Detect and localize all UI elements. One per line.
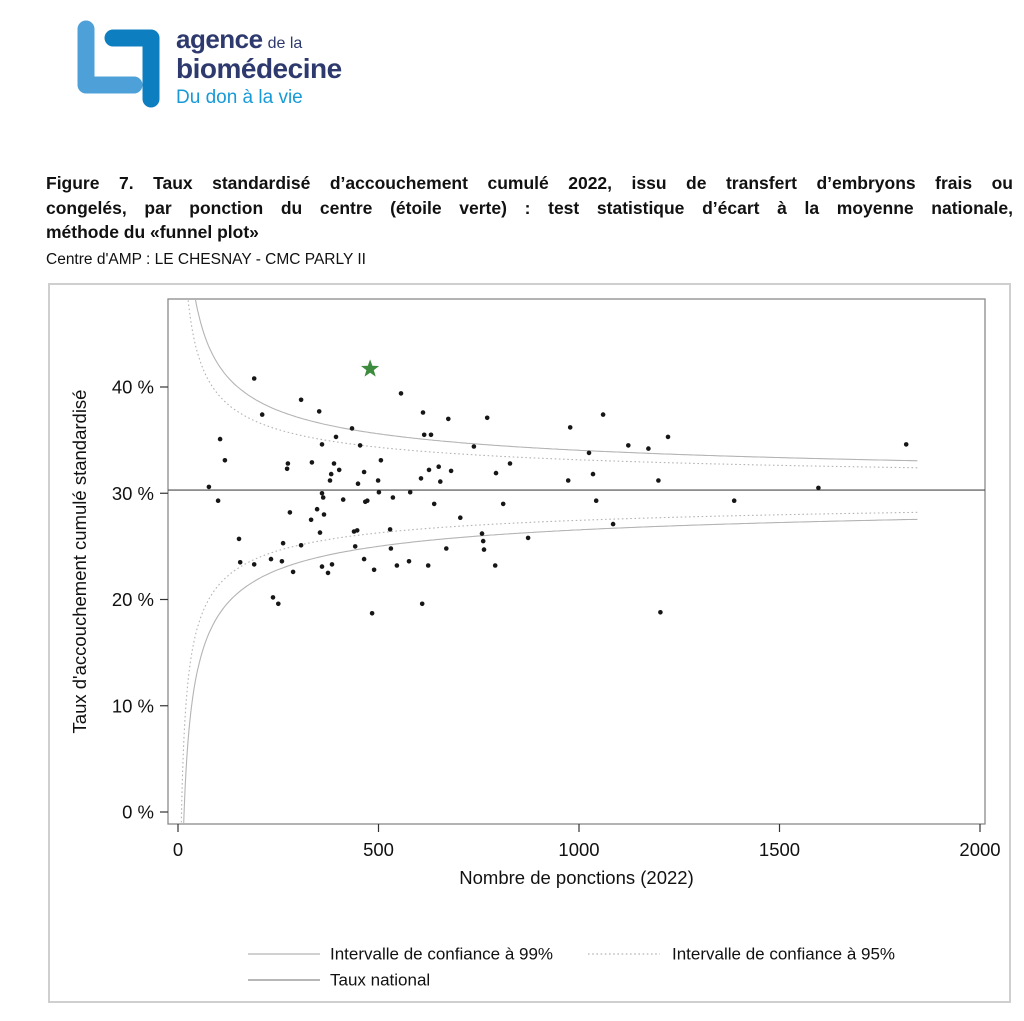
scatter-point bbox=[493, 563, 498, 568]
biomedecine-logo-icon bbox=[70, 14, 170, 110]
scatter-point bbox=[626, 443, 631, 448]
scatter-point bbox=[666, 435, 671, 440]
scatter-point bbox=[422, 433, 427, 438]
highlight-center-star bbox=[361, 359, 379, 376]
plot-frame bbox=[168, 299, 985, 824]
x-tick-label: 2000 bbox=[959, 839, 1001, 860]
scatter-point bbox=[358, 443, 363, 448]
scatter-point bbox=[350, 426, 355, 431]
upper-99-curve bbox=[179, 283, 918, 461]
scatter-point bbox=[449, 469, 454, 474]
scatter-point bbox=[260, 412, 265, 417]
scatter-point bbox=[317, 409, 322, 414]
scatter-point bbox=[341, 497, 346, 502]
scatter-point bbox=[501, 502, 506, 507]
scatter-point bbox=[288, 510, 293, 515]
upper-95-curve bbox=[179, 283, 918, 468]
scatter-point bbox=[395, 563, 400, 568]
scatter-point bbox=[309, 518, 314, 523]
agency-logo bbox=[70, 14, 400, 110]
scatter-point bbox=[320, 442, 325, 447]
scatter-point bbox=[444, 546, 449, 551]
scatter-point bbox=[377, 490, 382, 495]
scatter-point bbox=[315, 507, 320, 512]
scatter-point bbox=[508, 461, 513, 466]
scatter-point bbox=[480, 531, 485, 536]
scatter-point bbox=[337, 468, 342, 473]
brand-word-de-la: de la bbox=[267, 35, 303, 52]
lower-99-curve bbox=[179, 519, 918, 1003]
scatter-point bbox=[646, 446, 651, 451]
scatter-point bbox=[427, 468, 432, 473]
scatter-point bbox=[372, 568, 377, 573]
scatter-point bbox=[399, 391, 404, 396]
scatter-point bbox=[362, 470, 367, 475]
scatter-point bbox=[391, 495, 396, 500]
scatter-point bbox=[276, 602, 281, 607]
x-tick-label: 1000 bbox=[558, 839, 600, 860]
y-tick-label: 10 % bbox=[111, 695, 154, 717]
scatter-point bbox=[370, 611, 375, 616]
scatter-point bbox=[238, 560, 243, 565]
scatter-point bbox=[482, 547, 487, 552]
x-tick-label: 0 bbox=[172, 839, 184, 860]
x-tick-label: 1500 bbox=[758, 839, 801, 860]
scatter-point bbox=[420, 602, 425, 607]
figure-title-line-1: Figure 7. Taux standardisé d’accouchement cumulé 2022, issu de transfert d’embryons frais ou bbox=[46, 173, 1013, 193]
scatter-point bbox=[485, 416, 490, 421]
scatter-point bbox=[334, 435, 339, 440]
scatter-point bbox=[310, 460, 315, 465]
funnel-plot-chart bbox=[48, 283, 1011, 1003]
y-tick-label: 20 % bbox=[111, 589, 154, 610]
scatter-point bbox=[446, 417, 451, 422]
scatter-point bbox=[407, 559, 412, 564]
scatter-point bbox=[353, 544, 358, 549]
scatter-point bbox=[286, 461, 291, 466]
scatter-point bbox=[904, 442, 909, 447]
scatter-point bbox=[591, 472, 596, 477]
scatter-point bbox=[568, 425, 573, 430]
scatter-point bbox=[237, 537, 242, 542]
scatter-point bbox=[732, 498, 737, 503]
scatter-point bbox=[436, 464, 441, 469]
x-axis-label: Nombre de ponctions (2022) bbox=[459, 867, 694, 888]
lower-95-curve bbox=[179, 512, 918, 1003]
y-axis-label: Taux d'accouchement cumulé standardisé bbox=[69, 389, 90, 734]
scatter-point bbox=[458, 515, 463, 520]
scatter-point bbox=[356, 481, 361, 486]
logo-text bbox=[176, 26, 342, 107]
figure-box bbox=[48, 283, 1011, 1003]
scatter-point bbox=[656, 478, 661, 483]
scatter-point bbox=[271, 595, 276, 600]
scatter-point bbox=[285, 467, 290, 472]
legend-label: Taux national bbox=[330, 970, 431, 990]
legend-label: Intervalle de confiance à 99% bbox=[330, 944, 554, 964]
scatter-point bbox=[320, 491, 325, 496]
scatter-point bbox=[223, 458, 228, 463]
scatter-point bbox=[218, 437, 223, 442]
scatter-point bbox=[587, 451, 592, 456]
scatter-point bbox=[379, 458, 384, 463]
scatter-point bbox=[376, 478, 381, 483]
scatter-point bbox=[281, 541, 286, 546]
scatter-point bbox=[481, 539, 486, 544]
scatter-point bbox=[299, 543, 304, 548]
scatter-point bbox=[318, 530, 323, 535]
scatter-point bbox=[216, 498, 221, 503]
scatter-point bbox=[816, 486, 821, 491]
scatter-point bbox=[472, 444, 477, 449]
scatter-point bbox=[328, 478, 333, 483]
scatter-point bbox=[332, 461, 337, 466]
scatter-point bbox=[594, 498, 599, 503]
scatter-point bbox=[269, 557, 274, 562]
scatter-point bbox=[326, 571, 331, 576]
y-tick-label: 40 % bbox=[111, 376, 154, 398]
scatter-point bbox=[429, 433, 434, 438]
scatter-point bbox=[611, 522, 616, 527]
y-tick-label: 30 % bbox=[111, 482, 154, 504]
scatter-point bbox=[362, 557, 367, 562]
scatter-point bbox=[426, 563, 431, 568]
scatter-point bbox=[329, 472, 334, 477]
scatter-point bbox=[494, 471, 499, 476]
figure-title-line-3: méthode du «funnel plot» bbox=[46, 222, 259, 243]
scatter-point bbox=[658, 610, 663, 615]
legend-label: Intervalle de confiance à 95% bbox=[672, 944, 896, 964]
scatter-point bbox=[438, 479, 443, 484]
scatter-point bbox=[322, 512, 327, 517]
scatter-point bbox=[421, 410, 426, 415]
figure-title-block bbox=[46, 171, 1013, 269]
figure-title-line-2: congelés, par ponction du centre (étoile verte) : test statistique d’écart à la moyenne nationale, bbox=[46, 197, 1013, 218]
scatter-point bbox=[365, 498, 370, 503]
scatter-point bbox=[280, 559, 285, 564]
scatter-point bbox=[432, 502, 437, 507]
scatter-point bbox=[601, 412, 606, 417]
scatter-point bbox=[321, 495, 326, 500]
scatter-point bbox=[291, 570, 296, 575]
scatter-point bbox=[252, 376, 257, 381]
scatter-point bbox=[419, 476, 424, 481]
x-tick-label: 500 bbox=[363, 839, 394, 860]
scatter-point bbox=[355, 528, 360, 533]
center-name-subtitle: Centre d'AMP : LE CHESNAY - CMC PARLY II bbox=[46, 250, 366, 268]
y-tick-label: 0 % bbox=[122, 801, 154, 823]
scatter-point bbox=[299, 398, 304, 403]
brand-word-agence: agence bbox=[176, 24, 263, 54]
scatter-point bbox=[252, 562, 257, 567]
scatter-point bbox=[566, 478, 571, 483]
scatter-point bbox=[330, 562, 335, 567]
scatter-point bbox=[207, 485, 212, 490]
scatter-point bbox=[389, 546, 394, 551]
scatter-point bbox=[526, 536, 531, 541]
scatter-point bbox=[388, 527, 393, 532]
scatter-point bbox=[320, 564, 325, 569]
brand-tagline: Du don à la vie bbox=[176, 87, 303, 108]
scatter-point bbox=[408, 490, 413, 495]
brand-word-biomedecine: biomédecine bbox=[176, 53, 342, 84]
